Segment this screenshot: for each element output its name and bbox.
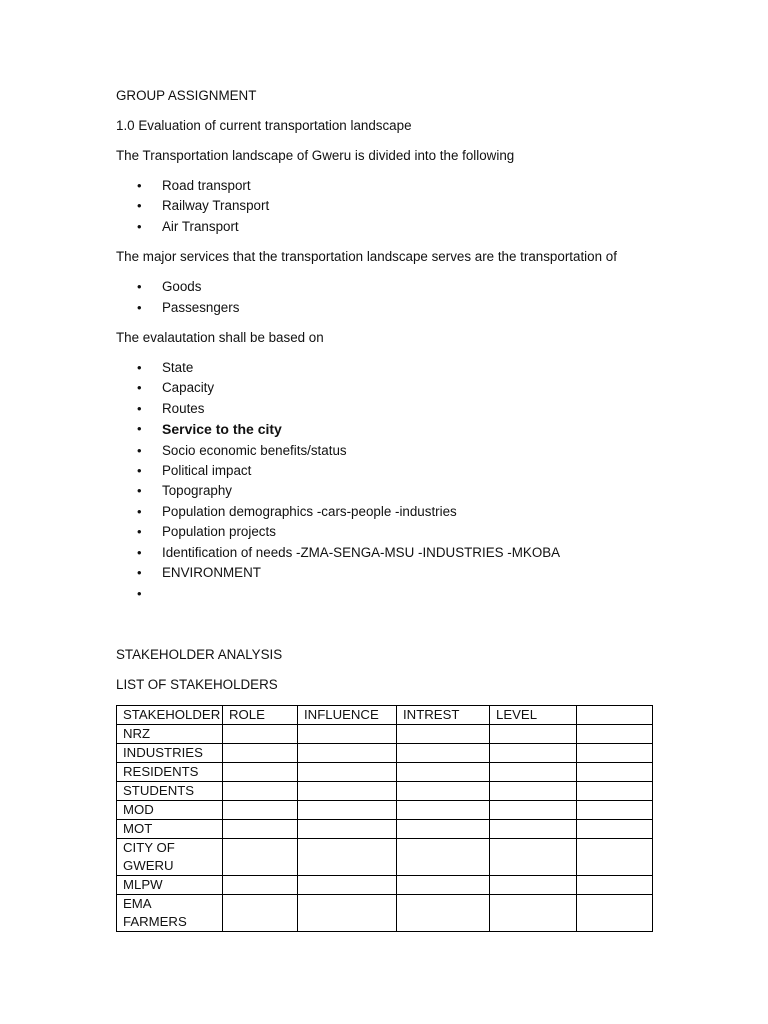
list-item: • Population demographics -cars-people -industries — [116, 502, 676, 522]
stakeholder-cell: INDUSTRIES — [117, 743, 223, 762]
list-item: • Goods — [116, 277, 676, 297]
table-row — [117, 838, 653, 875]
evaluation-paragraph: The evalautation shall be based on — [116, 330, 324, 346]
bullet-icon: • — [137, 585, 142, 601]
services-paragraph: The major services that the transportation landscape serves are the transportation of — [116, 249, 617, 265]
header-cell: LEVEL — [490, 705, 577, 724]
table-row — [117, 894, 653, 931]
document-page — [116, 86, 676, 932]
list-item: • Road transport — [116, 176, 676, 196]
stakeholder-table — [116, 705, 653, 932]
list-item — [116, 584, 676, 604]
list-item: • Routes — [116, 399, 676, 419]
bullet-icon: • — [137, 400, 142, 416]
list-item: • Passesngers — [116, 298, 676, 318]
bullet-icon: • — [137, 360, 142, 376]
table-header-row — [117, 705, 653, 724]
bullet-icon: • — [137, 178, 142, 193]
bullet-icon: • — [137, 503, 142, 519]
bullet-icon: • — [137, 299, 142, 315]
bullet-icon: • — [137, 218, 142, 234]
list-item: • Railway Transport — [116, 196, 676, 216]
bullet-icon: • — [137, 279, 142, 295]
table-row — [117, 875, 653, 894]
table-row — [117, 800, 653, 819]
stakeholder-cell: NRZ — [117, 724, 223, 743]
document-heading: GROUP ASSIGNMENT — [116, 88, 257, 103]
header-cell — [577, 705, 653, 724]
list-item: • Capacity — [116, 378, 676, 398]
list-item: • Topography — [116, 481, 676, 501]
list-item: • Political impact — [116, 461, 676, 481]
list-heading: LIST OF STAKEHOLDERS — [116, 676, 278, 692]
bullet-icon: • — [137, 198, 142, 214]
list-item: • Air Transport — [116, 217, 676, 237]
list-item: • ENVIRONMENT — [116, 563, 676, 583]
bullet-icon: • — [137, 380, 142, 396]
bullet-icon: • — [137, 421, 142, 437]
table-row — [117, 781, 653, 800]
stakeholder-cell: EMA FARMERS — [117, 894, 223, 931]
stakeholder-cell: MOD — [117, 800, 223, 819]
transport-types-list — [116, 176, 676, 237]
stakeholder-heading: STAKEHOLDER ANALYSIS — [116, 646, 283, 662]
stakeholder-cell: RESIDENTS — [117, 762, 223, 781]
bullet-icon: • — [137, 565, 142, 581]
table-row — [117, 743, 653, 762]
bullet-icon: • — [137, 442, 142, 458]
table-row — [117, 819, 653, 838]
stakeholder-cell: MOT — [117, 819, 223, 838]
bullet-icon: • — [137, 544, 142, 560]
list-item: • Identification of needs -ZMA-SENGA-MSU -INDUSTRIES -MKOBA — [116, 543, 676, 563]
list-item: • Socio economic benefits/status — [116, 441, 676, 461]
intro-paragraph: The Transportation landscape of Gweru is divided into the following — [116, 148, 515, 163]
bullet-icon: • — [137, 463, 142, 479]
criteria-list — [116, 358, 676, 604]
list-item: • State — [116, 358, 676, 378]
bullet-icon: • — [137, 524, 142, 540]
services-list — [116, 277, 676, 318]
header-cell: STAKEHOLDER — [117, 705, 223, 724]
header-cell: INTREST — [397, 705, 490, 724]
table-row — [117, 724, 653, 743]
header-cell: INFLUENCE — [298, 705, 397, 724]
stakeholder-cell: CITY OF GWERU — [117, 838, 223, 875]
table-row — [117, 762, 653, 781]
bullet-icon: • — [137, 483, 142, 499]
list-item: • Service to the city — [116, 419, 676, 440]
header-cell: ROLE — [223, 705, 298, 724]
stakeholder-cell: STUDENTS — [117, 781, 223, 800]
list-item: • Population projects — [116, 522, 676, 542]
stakeholder-cell: MLPW — [117, 875, 223, 894]
section-title: 1.0 Evaluation of current transportation landscape — [116, 118, 412, 133]
